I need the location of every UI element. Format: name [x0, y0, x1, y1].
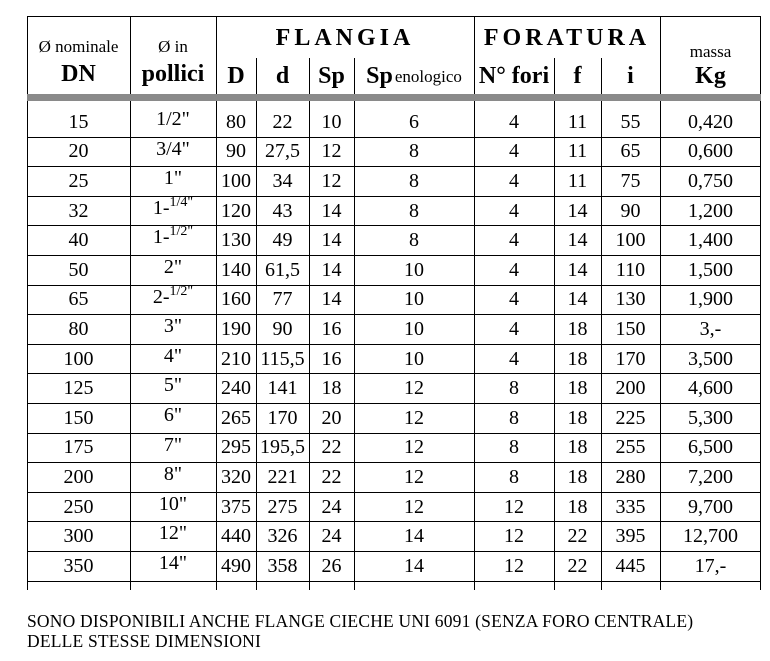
- cell-sp: 12: [321, 140, 342, 163]
- inch-value: 12": [158, 522, 188, 545]
- cell-inch: [130, 435, 216, 461]
- cell-f: 11: [567, 140, 588, 163]
- cell-dn: 100: [63, 347, 94, 370]
- cell-i: 75: [620, 169, 641, 192]
- cell-i: 335: [615, 495, 646, 518]
- cell-sp: 14: [321, 258, 342, 281]
- inch-fraction: 1/2": [169, 283, 194, 299]
- header-sp-enologico-small: enologico: [394, 66, 462, 86]
- cell-dn: 50: [68, 258, 89, 281]
- cell-D: 160: [221, 288, 251, 311]
- cell-sp: 16: [321, 347, 342, 370]
- header-sp-enologico-bold: Sp: [366, 63, 393, 89]
- cell-kg: 1,200: [688, 199, 733, 222]
- cell-D: 90: [226, 140, 246, 163]
- grid-top-border: [27, 16, 761, 17]
- grid-row-line: [27, 403, 761, 404]
- header-col-d: d: [275, 63, 290, 89]
- cell-f: 11: [567, 169, 588, 192]
- cell-sp: 14: [321, 229, 342, 252]
- header-inch-top: Ø in: [158, 36, 188, 56]
- cell-i: 90: [620, 199, 641, 222]
- cell-sp-enologico: 12: [404, 465, 424, 488]
- cell-kg: 12,700: [683, 525, 738, 548]
- flange-table: [27, 16, 761, 590]
- header-group-flangia: FLANGIA: [275, 25, 415, 51]
- cell-f: 18: [567, 317, 588, 340]
- cell-kg: 7,200: [688, 465, 733, 488]
- cell-sp-enologico: 8: [409, 199, 419, 222]
- cell-dn: 250: [63, 495, 94, 518]
- cell-dn: 65: [68, 288, 89, 311]
- cell-D: 440: [221, 525, 251, 548]
- cell-d: 61,5: [265, 258, 300, 281]
- cell-f: 14: [567, 199, 588, 222]
- cell-sp: 24: [321, 495, 342, 518]
- cell-dn: 350: [63, 554, 94, 577]
- header-col-fori: N° fori: [478, 63, 550, 89]
- cell-kg: 3,-: [699, 317, 722, 340]
- cell-kg: 0,600: [688, 140, 733, 163]
- cell-inch: [130, 553, 216, 579]
- header-col-i: i: [627, 63, 634, 89]
- cell-kg: 4,600: [688, 377, 733, 400]
- inch-value: 2": [163, 256, 183, 278]
- cell-d: 195,5: [260, 436, 305, 459]
- cell-f: 22: [567, 554, 588, 577]
- cell-inch: [130, 375, 216, 401]
- cell-sp-enologico: 8: [409, 140, 419, 163]
- cell-sp-enologico: 12: [404, 406, 424, 429]
- cell-dn: 25: [68, 169, 89, 192]
- header-dn: DN: [61, 61, 96, 87]
- inch-value: 1-: [152, 226, 170, 249]
- cell-d: 43: [272, 199, 293, 222]
- cell-dn: 300: [63, 525, 94, 548]
- cell-d: 90: [272, 317, 293, 340]
- header-massa: Kg: [695, 63, 726, 89]
- cell-dn: 40: [68, 229, 89, 252]
- header-col-sp-enologico: [354, 61, 474, 91]
- cell-d: 34: [272, 169, 293, 192]
- cell-f: 18: [567, 347, 588, 370]
- inch-value: 6": [163, 404, 183, 426]
- cell-inch: [130, 224, 216, 253]
- cell-dn: 175: [63, 436, 94, 459]
- cell-i: 150: [615, 317, 646, 340]
- cell-inch: [130, 464, 216, 490]
- cell-sp-enologico: 8: [409, 229, 419, 252]
- cell-sp-enologico: 8: [409, 169, 419, 192]
- cell-d: 326: [267, 525, 298, 548]
- cell-f: 18: [567, 495, 588, 518]
- cell-fori: 4: [509, 258, 519, 281]
- cell-sp: 14: [321, 199, 342, 222]
- cell-fori: 12: [504, 525, 524, 548]
- cell-D: 375: [221, 495, 251, 518]
- cell-sp: 18: [321, 377, 342, 400]
- cell-dn: 150: [63, 406, 94, 429]
- cell-i: 100: [615, 229, 646, 252]
- cell-fori: 8: [509, 406, 519, 429]
- cell-i: 200: [615, 377, 646, 400]
- cell-f: 14: [567, 258, 588, 281]
- inch-value: 1-: [152, 196, 170, 219]
- cell-dn: 15: [68, 110, 89, 133]
- grid-row-line: [27, 551, 761, 552]
- cell-D: 295: [221, 436, 251, 459]
- cell-inch: [130, 316, 216, 342]
- cell-sp: 26: [321, 554, 342, 577]
- cell-d: 141: [267, 377, 298, 400]
- cell-sp-enologico: 14: [404, 554, 424, 577]
- cell-fori: 4: [509, 288, 519, 311]
- cell-D: 80: [226, 110, 246, 133]
- grid-row-line: [27, 581, 761, 582]
- cell-f: 18: [567, 465, 588, 488]
- cell-sp: 22: [321, 465, 342, 488]
- inch-value: 5": [163, 374, 183, 397]
- cell-sp-enologico: 14: [404, 525, 424, 548]
- cell-inch: [130, 194, 216, 224]
- cell-inch: [130, 257, 216, 283]
- cell-D: 210: [221, 347, 251, 370]
- inch-value: 1": [163, 167, 183, 190]
- cell-fori: 8: [509, 465, 519, 488]
- cell-fori: 4: [509, 169, 519, 192]
- cell-fori: 4: [509, 229, 519, 252]
- cell-d: 115,5: [260, 347, 305, 370]
- cell-inch: [130, 168, 216, 194]
- cell-kg: 17,-: [694, 554, 727, 577]
- cell-D: 240: [221, 377, 251, 400]
- cell-kg: 0,750: [688, 169, 733, 192]
- cell-sp-enologico: 10: [404, 347, 424, 370]
- cell-sp: 14: [321, 288, 342, 311]
- cell-kg: 6,500: [688, 436, 733, 459]
- cell-fori: 12: [504, 495, 524, 518]
- inch-value: 10": [158, 492, 188, 515]
- cell-dn: 200: [63, 465, 94, 488]
- cell-i: 280: [615, 465, 646, 488]
- cell-i: 55: [620, 110, 641, 133]
- cell-kg: 1,500: [688, 258, 733, 281]
- cell-D: 320: [221, 465, 251, 488]
- grid-row-line: [27, 462, 761, 463]
- cell-D: 490: [221, 554, 251, 577]
- inch-value: 8": [163, 463, 183, 486]
- cell-kg: 1,900: [688, 288, 733, 311]
- cell-sp-enologico: 10: [404, 288, 424, 311]
- cell-d: 170: [267, 406, 298, 429]
- grid-row-line: [27, 314, 761, 315]
- cell-sp-enologico: 12: [404, 495, 424, 518]
- inch-fraction: 1/2": [169, 224, 194, 240]
- cell-f: 14: [567, 288, 588, 311]
- cell-kg: 0,420: [688, 110, 733, 133]
- cell-f: 14: [567, 229, 588, 252]
- cell-sp: 16: [321, 317, 342, 340]
- cell-inch: [130, 109, 216, 135]
- cell-d: 22: [272, 110, 293, 133]
- cell-dn: 125: [63, 377, 94, 400]
- cell-i: 445: [615, 554, 646, 577]
- cell-f: 22: [567, 525, 588, 548]
- cell-i: 130: [615, 288, 646, 311]
- cell-i: 65: [620, 140, 641, 163]
- footnote-line-2: DELLE STESSE DIMENSIONI: [27, 631, 262, 651]
- cell-f: 11: [567, 110, 588, 133]
- cell-d: 221: [267, 465, 298, 488]
- cell-inch: [130, 346, 216, 372]
- header-massa-top: massa: [689, 41, 732, 61]
- cell-fori: 8: [509, 377, 519, 400]
- inch-value: 4": [163, 344, 183, 367]
- cell-fori: 4: [509, 140, 519, 163]
- cell-d: 275: [267, 495, 298, 518]
- cell-sp-enologico: 10: [404, 317, 424, 340]
- header-inch: pollici: [141, 61, 205, 87]
- cell-D: 120: [221, 199, 251, 222]
- cell-inch: [130, 523, 216, 549]
- cell-fori: 8: [509, 436, 519, 459]
- cell-sp: 22: [321, 436, 342, 459]
- inch-value: 2-: [152, 285, 170, 308]
- cell-d: 358: [267, 554, 298, 577]
- cell-f: 18: [567, 436, 588, 459]
- inch-value: 1/2": [156, 108, 190, 130]
- grid-row-line: [27, 521, 761, 522]
- cell-kg: 3,500: [688, 347, 733, 370]
- cell-sp: 20: [321, 406, 342, 429]
- cell-kg: 1,400: [688, 229, 733, 252]
- cell-inch: [130, 139, 216, 165]
- header-dn-top: Ø nominale: [38, 36, 119, 56]
- inch-value: 14": [158, 552, 188, 574]
- cell-d: 77: [272, 288, 293, 311]
- cell-kg: 5,300: [688, 406, 733, 429]
- header-separator-bar: [27, 94, 761, 101]
- cell-kg: 9,700: [688, 495, 733, 518]
- cell-D: 140: [221, 258, 251, 281]
- cell-f: 18: [567, 406, 588, 429]
- header-group-foratura: FORATURA: [483, 25, 651, 51]
- cell-f: 18: [567, 377, 588, 400]
- cell-sp-enologico: 6: [409, 110, 419, 133]
- cell-i: 170: [615, 347, 646, 370]
- cell-dn: 80: [68, 317, 89, 340]
- cell-sp: 10: [321, 110, 342, 133]
- cell-D: 265: [221, 406, 251, 429]
- cell-dn: 20: [68, 140, 89, 163]
- cell-D: 190: [221, 317, 251, 340]
- cell-sp: 24: [321, 525, 342, 548]
- cell-sp-enologico: 10: [404, 258, 424, 281]
- cell-inch: [130, 494, 216, 520]
- cell-fori: 12: [504, 554, 524, 577]
- cell-i: 225: [615, 406, 646, 429]
- cell-fori: 4: [509, 347, 519, 370]
- cell-sp-enologico: 12: [404, 436, 424, 459]
- cell-fori: 4: [509, 199, 519, 222]
- cell-sp-enologico: 12: [404, 377, 424, 400]
- inch-value: 7": [163, 433, 183, 456]
- cell-inch: [130, 405, 216, 431]
- cell-i: 255: [615, 436, 646, 459]
- cell-fori: 4: [509, 317, 519, 340]
- cell-inch: [130, 283, 216, 313]
- cell-D: 130: [221, 229, 251, 252]
- grid-row-line: [27, 255, 761, 256]
- header-col-D: D: [227, 63, 245, 89]
- inch-fraction: 1/4": [169, 194, 194, 210]
- footnote: [27, 611, 693, 651]
- cell-d: 49: [272, 229, 293, 252]
- cell-i: 110: [615, 258, 646, 281]
- inch-value: 3/4": [156, 137, 190, 160]
- header-col-Sp: Sp: [318, 63, 345, 89]
- inch-value: 3": [163, 315, 183, 338]
- cell-D: 100: [221, 169, 251, 192]
- grid-row-line: [27, 225, 761, 226]
- grid-row-line: [27, 166, 761, 167]
- footnote-line-1: SONO DISPONIBILI ANCHE FLANGE CIECHE UNI 6091 (SENZA FORO CENTRALE): [27, 611, 694, 631]
- cell-dn: 32: [68, 199, 89, 222]
- cell-i: 395: [615, 525, 646, 548]
- cell-sp: 12: [321, 169, 342, 192]
- cell-d: 27,5: [265, 140, 300, 163]
- grid-row-line: [27, 373, 761, 374]
- header-col-f: f: [573, 63, 582, 89]
- cell-fori: 4: [509, 110, 519, 133]
